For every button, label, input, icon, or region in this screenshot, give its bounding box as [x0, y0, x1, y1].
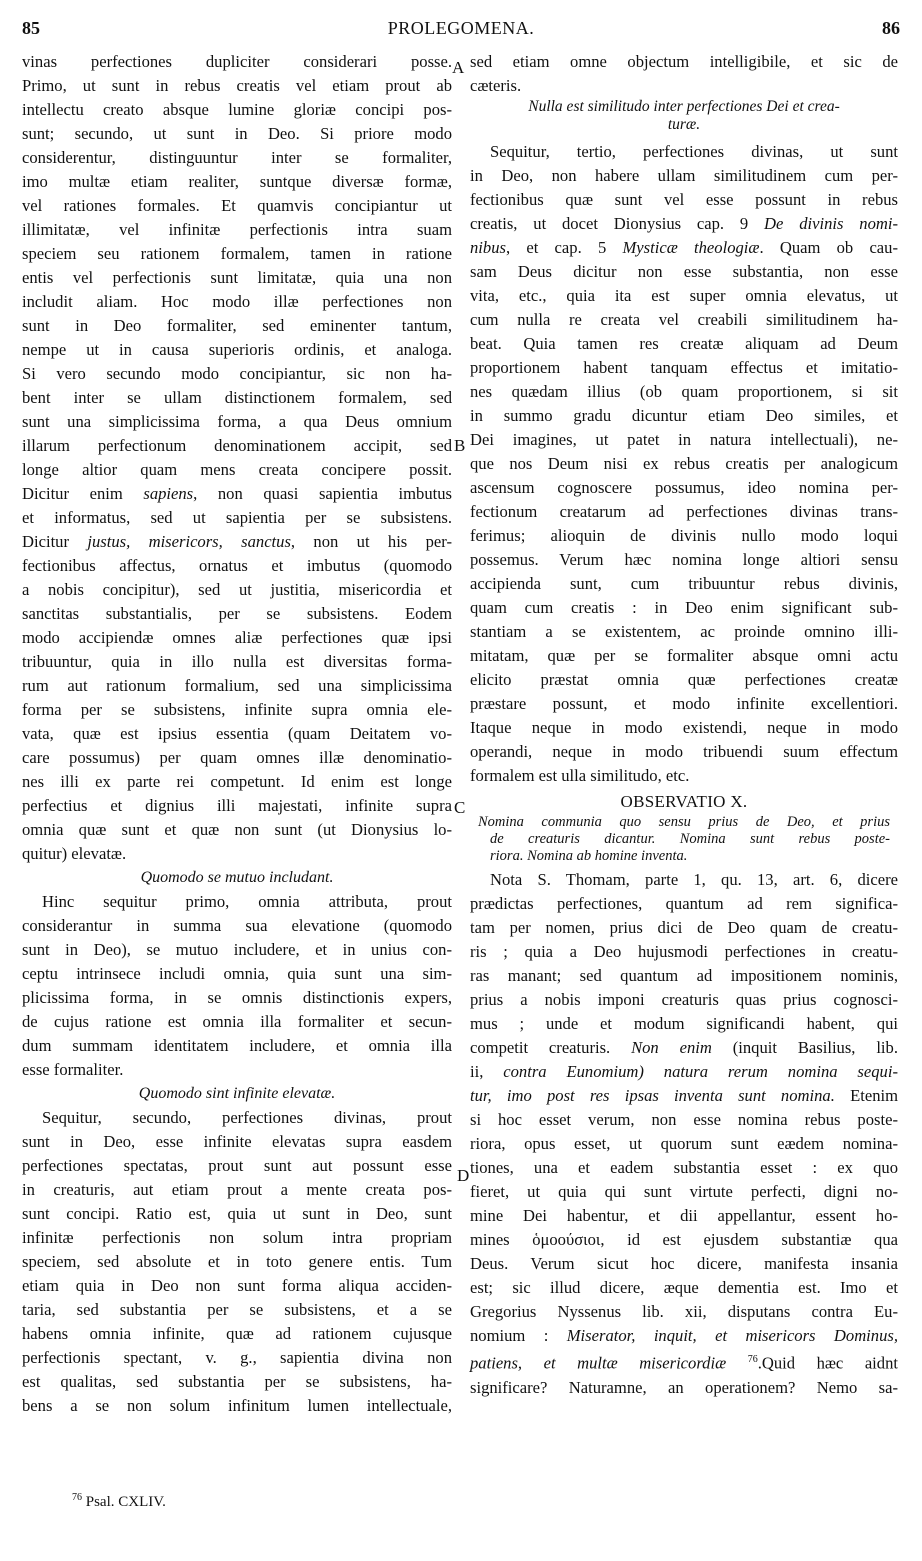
text-line: significare? Naturamne, an operationem? Nemo sa- — [470, 1377, 898, 1397]
text-line: considerantur in summa sua elevatione (quomodo — [22, 916, 452, 935]
text-line: elicito præstat omnia quæ perfectiones creatæ — [470, 670, 898, 689]
text-line: operandi, neque in modo tribuendi suum effectum — [470, 742, 898, 761]
text-line: illarum perfectionum denominationem accipit, sed — [22, 436, 452, 455]
text-line: nes illi ex parte rei competunt. Id enim est longe — [22, 772, 452, 791]
section-heading-no-similitude: Nulla est similitudo inter perfectiones Dei et crea- — [528, 98, 840, 115]
text-line: omnia quæ sunt et quæ non sunt (ut Dionysius lo- — [22, 820, 452, 839]
right-paragraph-3-cont — [470, 1108, 898, 1324]
text-line: Primo, ut sunt in rebus creatis vel etiam prout ab — [22, 76, 452, 95]
text-line: Sequitur, secundo, perfectiones divinas, prout — [42, 1108, 452, 1127]
text-line: riora, opus esset, ut quorum sunt eædem nomina- — [470, 1134, 898, 1154]
text-line: possemus. Verum hæc nomina longe altiori sensu — [470, 550, 898, 569]
text-line: stantiam a se existentem, ac proinde omnino illi- — [470, 622, 898, 641]
text-line: perfectionis spectant, v. g., sapientia divina non — [22, 1348, 452, 1367]
text-line: bens a se non solum infinitum lumen intellectuale, — [22, 1396, 452, 1415]
text-line: et informatus, sed ut sapientia per se subsistens. — [22, 508, 452, 527]
right-paragraph-3 — [470, 868, 898, 1036]
text-line: si hoc esset verum, non esse nomina rebus poste- — [470, 1110, 898, 1130]
text-line: sunt concipi. Ratio est, quia ut sunt in Deo, sunt — [22, 1204, 452, 1223]
text-line: mitatam, quæ per se formaliter absque omni actu — [470, 646, 898, 665]
text-line: sanctitas substantialis, per se subsistens. Eodem — [22, 604, 452, 623]
left-column — [22, 50, 452, 1418]
page-number-left: 85 — [22, 18, 40, 38]
text-line: a nobis concipitur), sed ut justitia, misericordia et — [22, 580, 452, 599]
text-line: est; sic illud dicere, æque dementia est. Imo et — [470, 1278, 898, 1298]
text-line: mine Dei habentur, et dii appellantur, essent ho- — [470, 1206, 898, 1226]
text-line: rum aut rationum formalium, sed una simplicissima — [22, 676, 452, 695]
text-line: Si vero secundo modo concipiantur, sic non ha- — [22, 364, 452, 383]
text-line: sam Deus dicitur non esse substantia, non esse — [470, 262, 898, 281]
left-paragraph-3 — [22, 1106, 452, 1418]
text-line: proportionem habent tanquam effectus et imitatio- — [470, 358, 898, 377]
text-line: mus ; unde et modum significandi habent, qui — [470, 1014, 898, 1034]
text-line: beat. Quia tamen res creatæ aliquam ad Deum — [470, 334, 898, 353]
text-line: quitur) elevatæ. — [22, 844, 127, 863]
margin-letter-c: C — [454, 798, 466, 817]
summary-line: Nomina communia quo sensu prius de Deo, et prius — [478, 814, 890, 830]
text-line: patiens, et multæ misericordiæ $^{76}$.Quid hæc aidnt — [470, 1353, 898, 1373]
text-line: ris ; quia a Deo hujusmodi perfectiones in creatu- — [470, 942, 898, 962]
text-line: prædictas perfectiones, quantum ad rem significa- — [470, 894, 898, 914]
observatio-summary — [470, 814, 898, 868]
summary-line: riora. Nomina ab homine inventa. — [490, 847, 688, 864]
observatio-heading: OBSERVATIO X. — [620, 792, 748, 811]
text-line: accipienda sunt, cum tribuuntur rebus divinis, — [470, 574, 898, 593]
text-line: de cujus ratione est omnia illa formaliter et secun- — [22, 1012, 452, 1031]
text-line: fieret, ut quia qui sunt virtute perfecti, digni no- — [470, 1182, 898, 1202]
text-line: nempe ut in causa superioris ordinis, et analoga. — [22, 340, 452, 359]
section-heading-no-similitude-cont: turæ. — [667, 116, 701, 133]
text-line: tiones, una et eadem substantia esset : ex quo — [470, 1158, 898, 1178]
text-line: includit aliam. Hoc modo illæ perfectiones non — [22, 292, 452, 311]
text-line: bent inter se ullam distinctionem formalem, sed — [22, 388, 452, 407]
text-line: ii, contra Eunomium) natura rerum nomina sequi- — [470, 1062, 898, 1082]
right-paragraph-1 — [470, 50, 898, 98]
text-line: perfectius et dignius illi majestati, infinite supra — [22, 796, 452, 815]
text-line: præstare possunt, et modo infinite excellentiori. — [470, 694, 898, 713]
footnote — [72, 1492, 166, 1511]
text-line: considerentur, distinguuntur inter se formaliter, — [22, 148, 452, 167]
text-line: vata, quæ est ipsius essentia (quam Deitatem vo- — [22, 724, 452, 743]
text-line: Dicitur justus, misericors, sanctus, non ut his per- — [22, 532, 452, 551]
text-line: vel rationes formales. Et quamvis concipiantur ut — [22, 196, 452, 215]
footnote-text: Psal. CXLIV. — [85, 1494, 166, 1510]
text-line: taria, sed substantia per se subsistens, et a se — [22, 1300, 452, 1319]
text-line: nibus, et cap. 5 Mysticæ theologiæ. Quam ob cau- — [470, 238, 898, 257]
margin-letter-a: A — [452, 58, 465, 77]
text-line: Gregorius Nyssenus lib. xii, disputans contra Eu- — [470, 1302, 898, 1322]
text-line: Nota S. Thomam, parte 1, qu. 13, art. 6, dicere — [490, 870, 898, 890]
text-line: dum summam identitatem includere, et omnia illa — [22, 1036, 452, 1055]
text-line: in creaturis, aut etiam prout a mente creata pos- — [22, 1180, 452, 1199]
text-line: Dicitur enim sapiens, non quasi sapientia imbutus — [22, 484, 452, 503]
text-line: care possumus) per quam omnes illæ denominatio- — [22, 748, 452, 767]
text-line: habens omnia infinite, quæ ad rationem cujusque — [22, 1324, 452, 1343]
margin-letter-d: D — [457, 1166, 470, 1185]
text-line: Deus. Verum sicut hoc dicere, manifesta insania — [470, 1254, 898, 1274]
right-paragraph-2 — [470, 140, 898, 212]
text-line: illimitatæ, vel infinitæ perfectionis intra suam — [22, 220, 452, 239]
text-line: cæteris. — [470, 76, 522, 95]
right-column — [470, 50, 898, 1400]
text-line: Itaque neque in modo existendi, neque in modo — [470, 718, 898, 737]
text-line: fectionibus quæ sunt vel esse possunt in rebus — [470, 190, 898, 209]
text-line: sunt una simplicissima forma, a qua Deus omnium — [22, 412, 452, 431]
text-line: imo multæ etiam realiter, suntque diversæ formæ, — [22, 172, 452, 191]
text-line: modo accipiendæ omnes aliæ perfectiones quæ ipsi — [22, 628, 452, 647]
page-number-right: 86 — [882, 18, 900, 38]
text-line: vita, etc., quia ita est super omnia elevatus, ut — [470, 286, 898, 305]
text-line: tribuuntur, quia in illo nulla est diversitas forma- — [22, 652, 452, 671]
text-line: prius a nobis imponi creaturis quas prius cognosci- — [470, 990, 898, 1010]
margin-letter-b: B — [454, 436, 466, 455]
text-line: infinitæ perfectionis non solum intra propriam — [22, 1228, 452, 1247]
text-line: plicissima forma, in se omnis distinctionis expers, — [22, 988, 452, 1007]
text-line: que nos Deum nisi ex rebus creatis per analogicum — [470, 454, 898, 473]
text-line: tur, imo post res ipsas inventa sunt nomina. Etenim — [470, 1086, 899, 1106]
text-line: quam cum creatis : in Deo enim significant sub- — [470, 598, 898, 617]
section-heading-mutual-inclusion: Quomodo se mutuo includant. — [140, 869, 334, 886]
text-line: nes quædam illius (ob quam proportionem, si sit — [470, 382, 898, 401]
left-paragraph-1-cont — [22, 554, 452, 866]
text-line: nomium : Miserator, inquit, et misericors Dominus, — [470, 1326, 898, 1346]
running-title: PROLEGOMENA. — [387, 18, 535, 38]
text-line: ascensum cognoscere possumus, ideo nomina per- — [470, 478, 898, 497]
text-line: cum nulla re creata vel creabili similitudinem ha- — [470, 310, 898, 329]
text-line: est qualitas, sed substantia per se subsistens, ha- — [22, 1372, 452, 1391]
text-line: formalem est ulla similitudo, etc. — [470, 766, 690, 785]
text-line: sunt in Deo, esse infinite elevatas supra easdem — [22, 1132, 452, 1151]
text-line: Hinc sequitur primo, omnia attributa, prout — [42, 892, 452, 911]
right-paragraph-2-cont — [470, 260, 898, 788]
text-line: mines ὁμοούσιοι, id est ejusdem substantiæ qua — [470, 1230, 898, 1250]
footnote-mark: 76 — [72, 1492, 82, 1503]
text-line: etiam quia in Deo non sunt forma aliqua acciden- — [22, 1276, 452, 1295]
text-line: longe altior quam mens creata concipere possit. — [22, 460, 452, 479]
text-line: intellectu creato absque lumine gloriæ concipi pos- — [22, 100, 452, 119]
text-line: creatis, ut docet Dionysius cap. 9 De divinis nomi- — [470, 214, 898, 233]
left-paragraph-2 — [22, 890, 452, 1082]
left-paragraph-1 — [22, 50, 452, 482]
text-line: Sequitur, tertio, perfectiones divinas, ut sunt — [490, 142, 898, 161]
summary-line: de creaturis dicantur. Nomina sunt rebus poste- — [490, 830, 890, 847]
text-line: forma per se subsistens, infinite supra omnia ele- — [22, 700, 452, 719]
text-line: ferimus; alioquin de divinis nullo modo loqui — [470, 526, 898, 545]
text-line: speciem, sed absolute et in toto genere entis. Tum — [22, 1252, 452, 1271]
footnote-ref: 76 — [747, 1354, 758, 1366]
text-line: competit creaturis. Non enim (inquit Basilius, lib. — [470, 1038, 898, 1058]
text-line: perfectiones spectatas, prout sunt aut possunt esse — [22, 1156, 452, 1175]
text-line: in summo gradu dicuntur etiam Deo similes, et — [470, 406, 898, 425]
text-line: ras manant; sed quantum ad impositionem nominis, — [470, 966, 898, 986]
text-line: tam per nomen, prius dici de Deo quam de creatu- — [470, 918, 898, 938]
text-line: ceptu intrinsece includi omnia, quia sunt una sim- — [22, 964, 452, 983]
text-line: in Deo, non habere ullam similitudinem cum per- — [470, 166, 898, 185]
text-line: sunt; secundo, ut sunt in Deo. Si priore modo — [22, 124, 452, 143]
section-heading-infinite-elevation: Quomodo sint infinite elevatæ. — [138, 1085, 336, 1102]
text-line: speciem seu rationem formalem, tamen in ratione — [22, 244, 452, 263]
text-line: fectionum creatarum ad perfectiones divinas trans- — [470, 502, 898, 521]
text-line: sunt in Deo formaliter, sed eminenter tantum, — [22, 316, 452, 335]
text-line: sed etiam omne objectum intelligibile, et sic de — [470, 52, 898, 71]
text-line: vinas perfectiones dupliciter considerari posse. — [22, 52, 452, 71]
text-line: esse formaliter. — [22, 1060, 124, 1079]
text-line: sunt in Deo), se mutuo includere, et in unius con- — [22, 940, 452, 959]
text-line: fectionibus affectus, ornatus et imbutus (quomodo — [22, 556, 452, 575]
text-line: Dei imagines, ut patet in natura intellectuali), ne- — [470, 430, 898, 449]
page-header — [22, 18, 900, 44]
text-line: entis vel perfectionis sunt limitatæ, quia una non — [22, 268, 452, 287]
